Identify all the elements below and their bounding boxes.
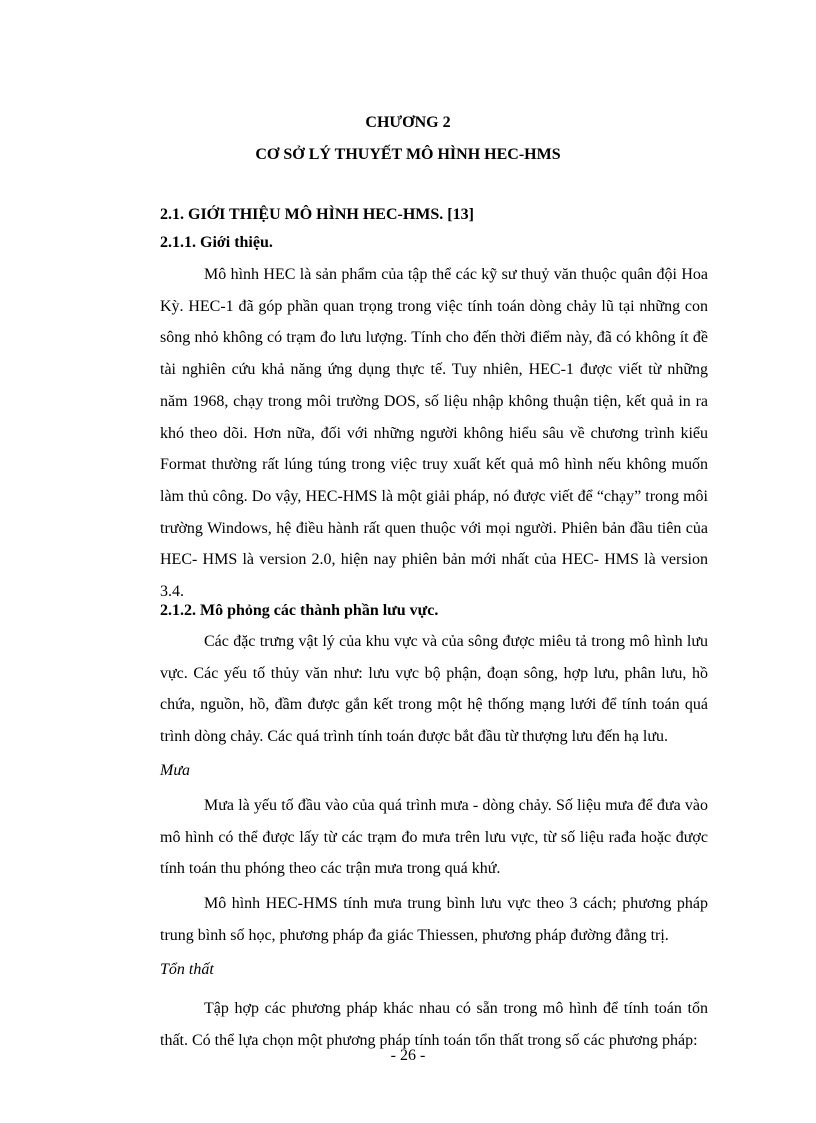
loss-paragraph: Tập hợp các phương pháp khác nhau có sẵn trong mô hình để tính toán tổn thất. Có thể lựa chọn một phương pháp tính toán tổn thất trong số các phương pháp: [160, 1000, 708, 1049]
page-number: - 26 - [390, 1047, 426, 1064]
rain-subheading: Mưa [160, 762, 191, 779]
section-heading-2-1-2: 2.1.2. Mô phỏng các thành phần lưu vực. [160, 602, 439, 619]
loss-subheading: Tổn thất [160, 961, 214, 978]
section-heading-2-1: 2.1. GIỚI THIỆU MÔ HÌNH HEC-HMS. [13] [160, 206, 474, 223]
chapter-title: CƠ SỞ LÝ THUYẾT MÔ HÌNH HEC-HMS [255, 146, 561, 163]
section-2-1-1-paragraph: Mô hình HEC là sản phẩm của tập thể các kỹ sư thuỷ văn thuộc quân đội Hoa Kỳ. HEC-1 đã góp phần quan trọng trong việc tính toán dòng chảy lũ tại những con sông nhỏ không có trạm đo lưu lượng. Tính cho đến thời điểm này, đã có không ít đề tài nghiên cứu khả năng ứng dụng thực tế. Tuy nhiên, HEC-1 được viết từ những năm 1968, chạy trong môi trường DOS, số liệu nhập không thuận tiện, kết quả in ra khó theo dõi. Hơn nữa, đối với những người không hiểu sâu về chương trình kiểu Format thường rất lúng túng trong việc truy xuất kết quả mô hình nếu không muốn làm thủ công. Do vậy, HEC-HMS là một giải pháp, nó được viết để “chạy” trong môi trường Windows, hệ điều hành rất quen thuộc với mọi người. Phiên bản đầu tiên của HEC- HMS là version 2.0, hiện nay phiên bản mới nhất của HEC- HMS là version 3.4. [160, 266, 708, 601]
chapter-label: CHƯƠNG 2 [365, 114, 451, 131]
section-heading-2-1-1: 2.1.1. Giới thiệu. [160, 234, 273, 251]
rain-paragraph-2: Mô hình HEC-HMS tính mưa trung bình lưu vực theo 3 cách; phương pháp trung bình số học, phương pháp đa giác Thiessen, phương pháp đường đẳng trị. [160, 895, 708, 944]
section-2-1-2-paragraph: Các đặc trưng vật lý của khu vực và của sông được miêu tả trong mô hình lưu vực. Các yếu tố thủy văn như: lưu vực bộ phận, đoạn sông, hợp lưu, phân lưu, hồ chứa, nguồn, hồ, đầm được gắn kết trong một hệ thống mạng lưới để tính toán quá trình dòng chảy. Các quá trình tính toán được bắt đầu từ thượng lưu đến hạ lưu. [160, 633, 708, 746]
rain-paragraph-1: Mưa là yếu tố đầu vào của quá trình mưa - dòng chảy. Số liệu mưa để đưa vào mô hình có thể được lấy từ các trạm đo mưa trên lưu vực, từ số liệu rađa hoặc được tính toán thu phóng theo các trận mưa trong quá khứ. [160, 797, 708, 877]
